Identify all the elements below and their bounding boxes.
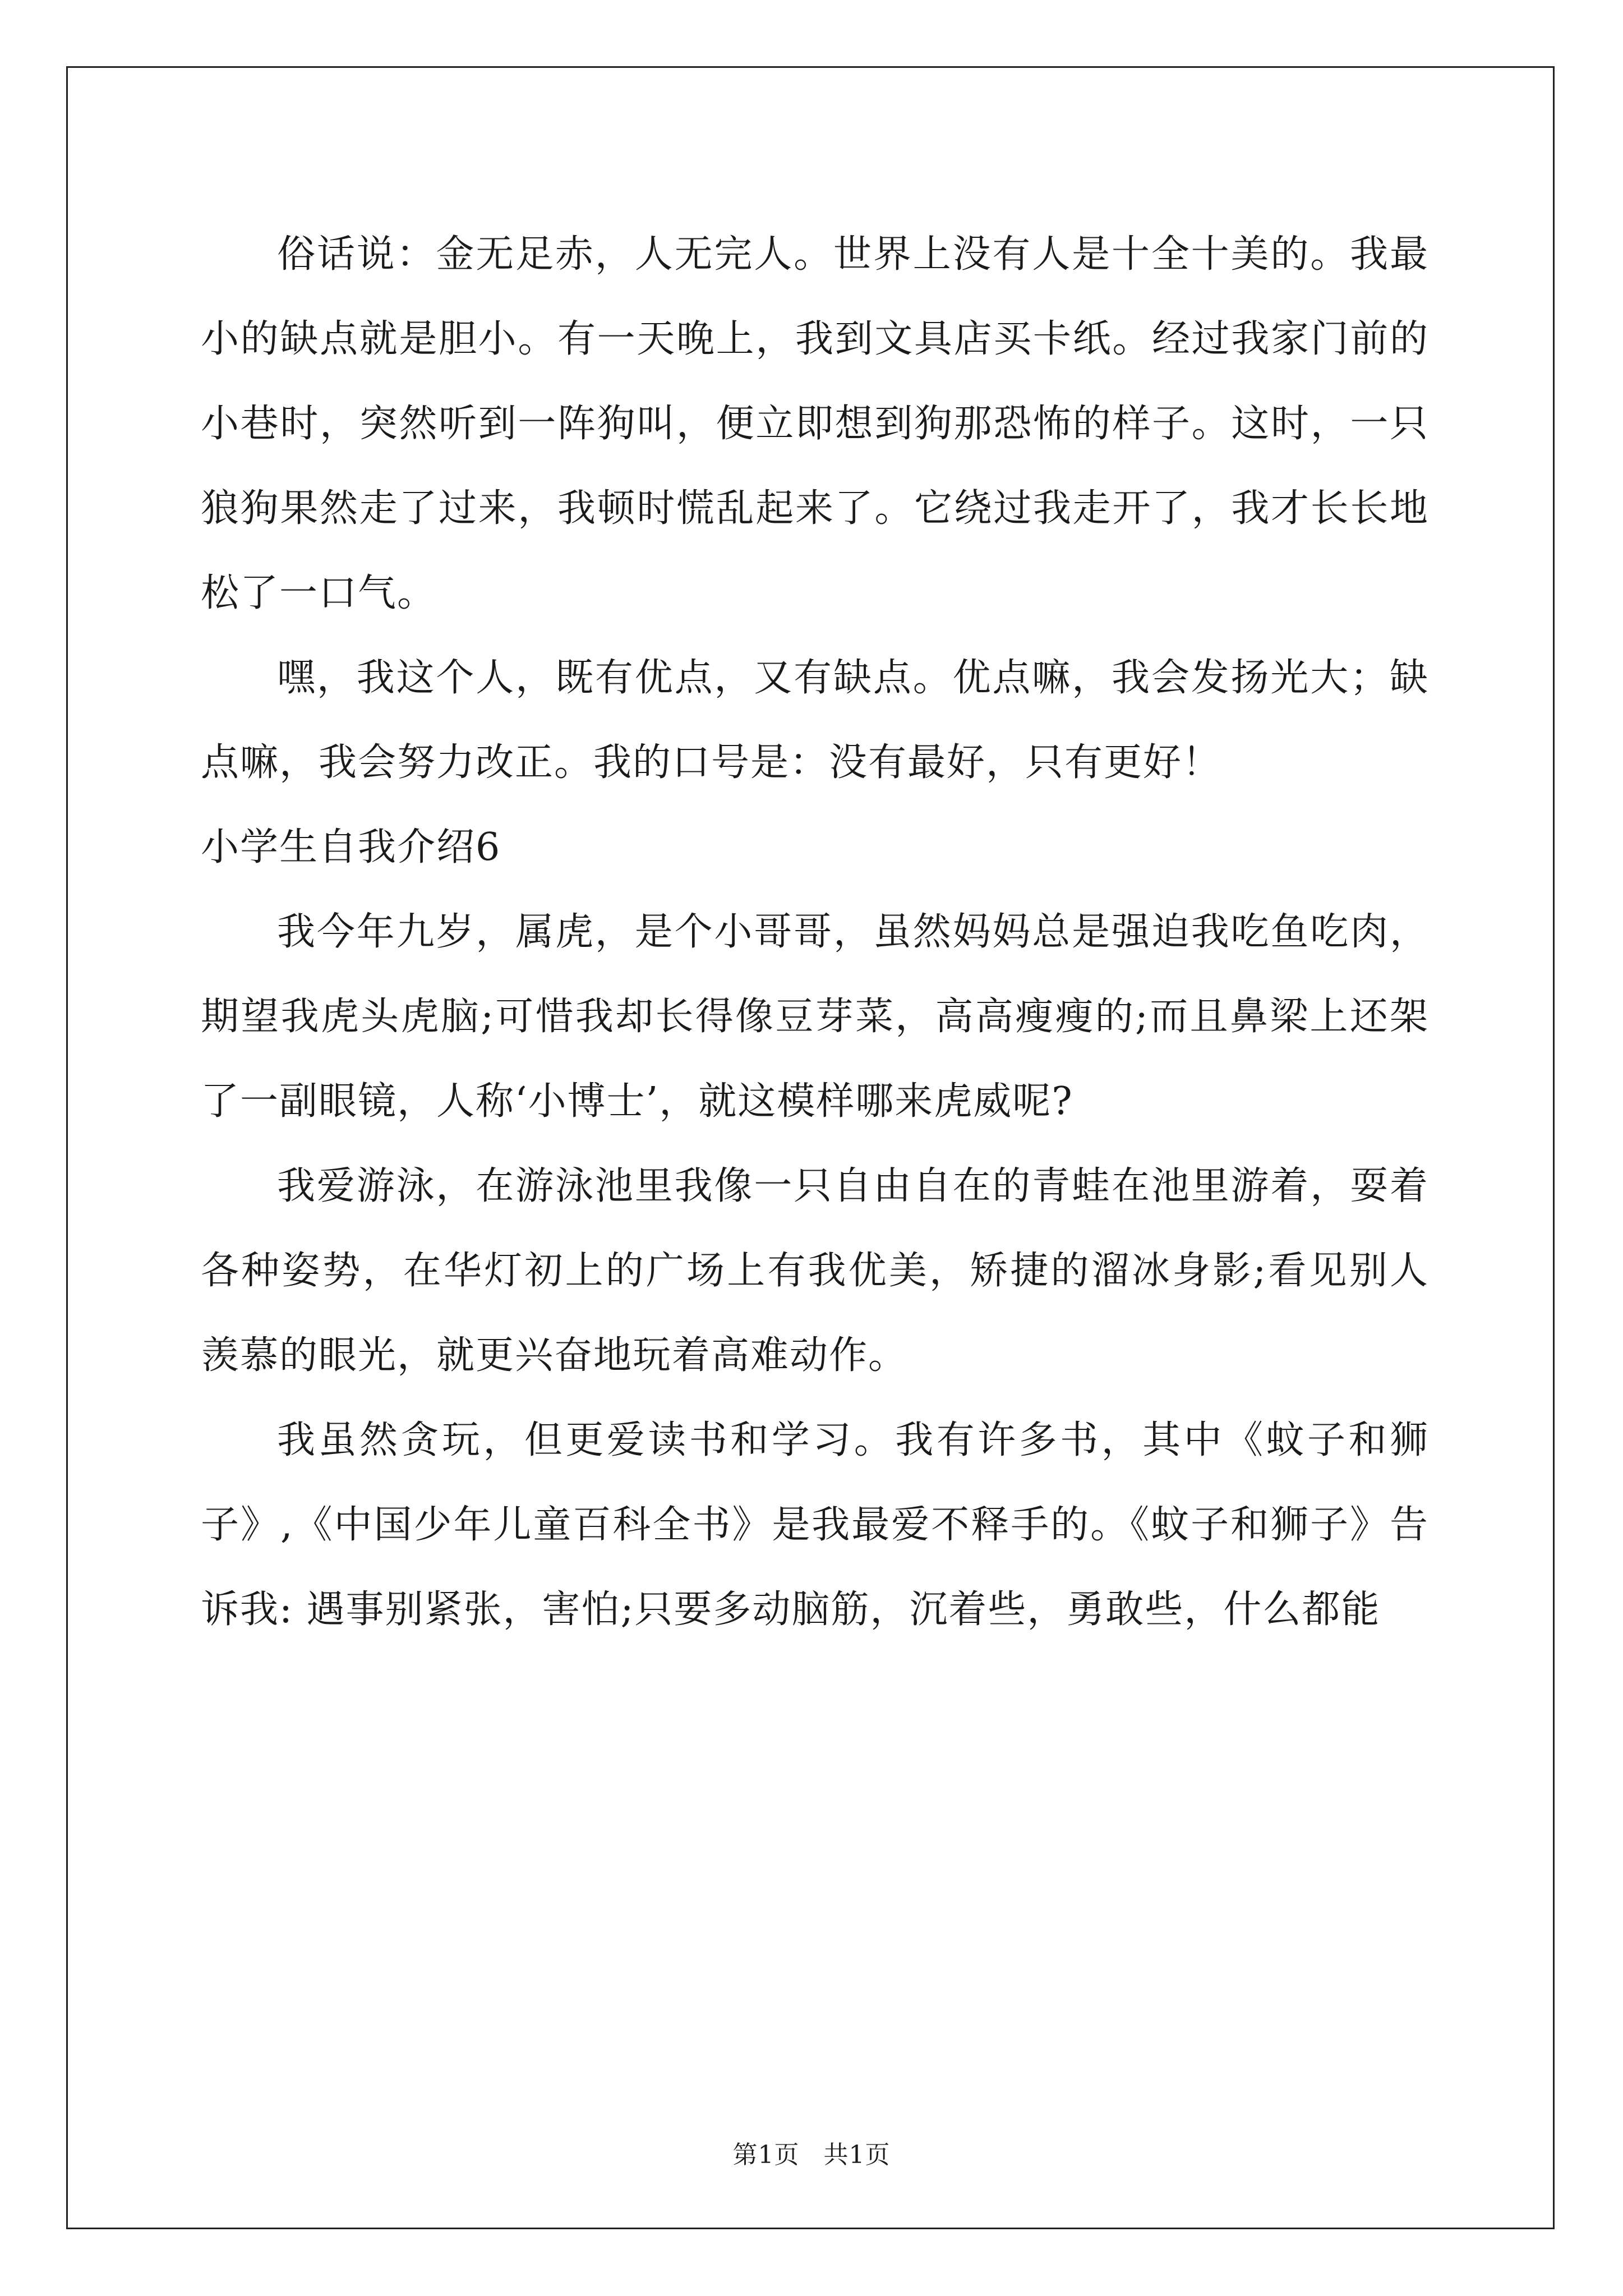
page-number: 第1页 [732,2141,800,2169]
paragraph: 我爱游泳，在游泳池里我像一只自由自在的青蛙在池里游着，耍着各种姿势，在华灯初上的广场上有我优美，矫捷的溜冰身影;看见别人羡慕的眼光，就更兴奋地玩着高难动作。 [201,1164,1429,1378]
page-footer [0,2134,1623,2170]
paragraph: 俗话说：金无足赤，人无完人。世界上没有人是十全十美的。我最小的缺点就是胆小。有一天晚上，我到文具店买卡纸。经过我家门前的小巷时，突然听到一阵狗叫，便立即想到狗那恐怖的样子。这时，一只狼狗果然走了过来，我顿时慌乱起来了。它绕过我走开了，我才长长地松了一口气。 [201,232,1429,615]
page-total: 共1页 [823,2141,891,2169]
paragraph: 我今年九岁，属虎，是个小哥哥，虽然妈妈总是强迫我吃鱼吃肉，期望我虎头虎脑;可惜我却长得像豆芽菜，高高瘦瘦的;而且鼻梁上还架了一副眼镜，人称‘小博士’，就这模样哪来虎威呢? [201,910,1429,1124]
paragraph: 嘿，我这个人，既有优点，又有缺点。优点嘛，我会发扬光大；缺点嘛，我会努力改正。我的口号是：没有最好，只有更好！ [201,656,1429,785]
document-body [201,212,1429,1652]
paragraph: 我虽然贪玩，但更爱读书和学习。我有许多书，其中《蚊子和狮子》,《中国少年儿童百科全书》是我最爱不释手的。《蚊子和狮子》告诉我: 遇事别紧张，害怕;只要多动脑筋，沉着些，勇敢些，什么都能 [201,1418,1429,1632]
section-heading: 小学生自我介绍6 [201,825,501,869]
